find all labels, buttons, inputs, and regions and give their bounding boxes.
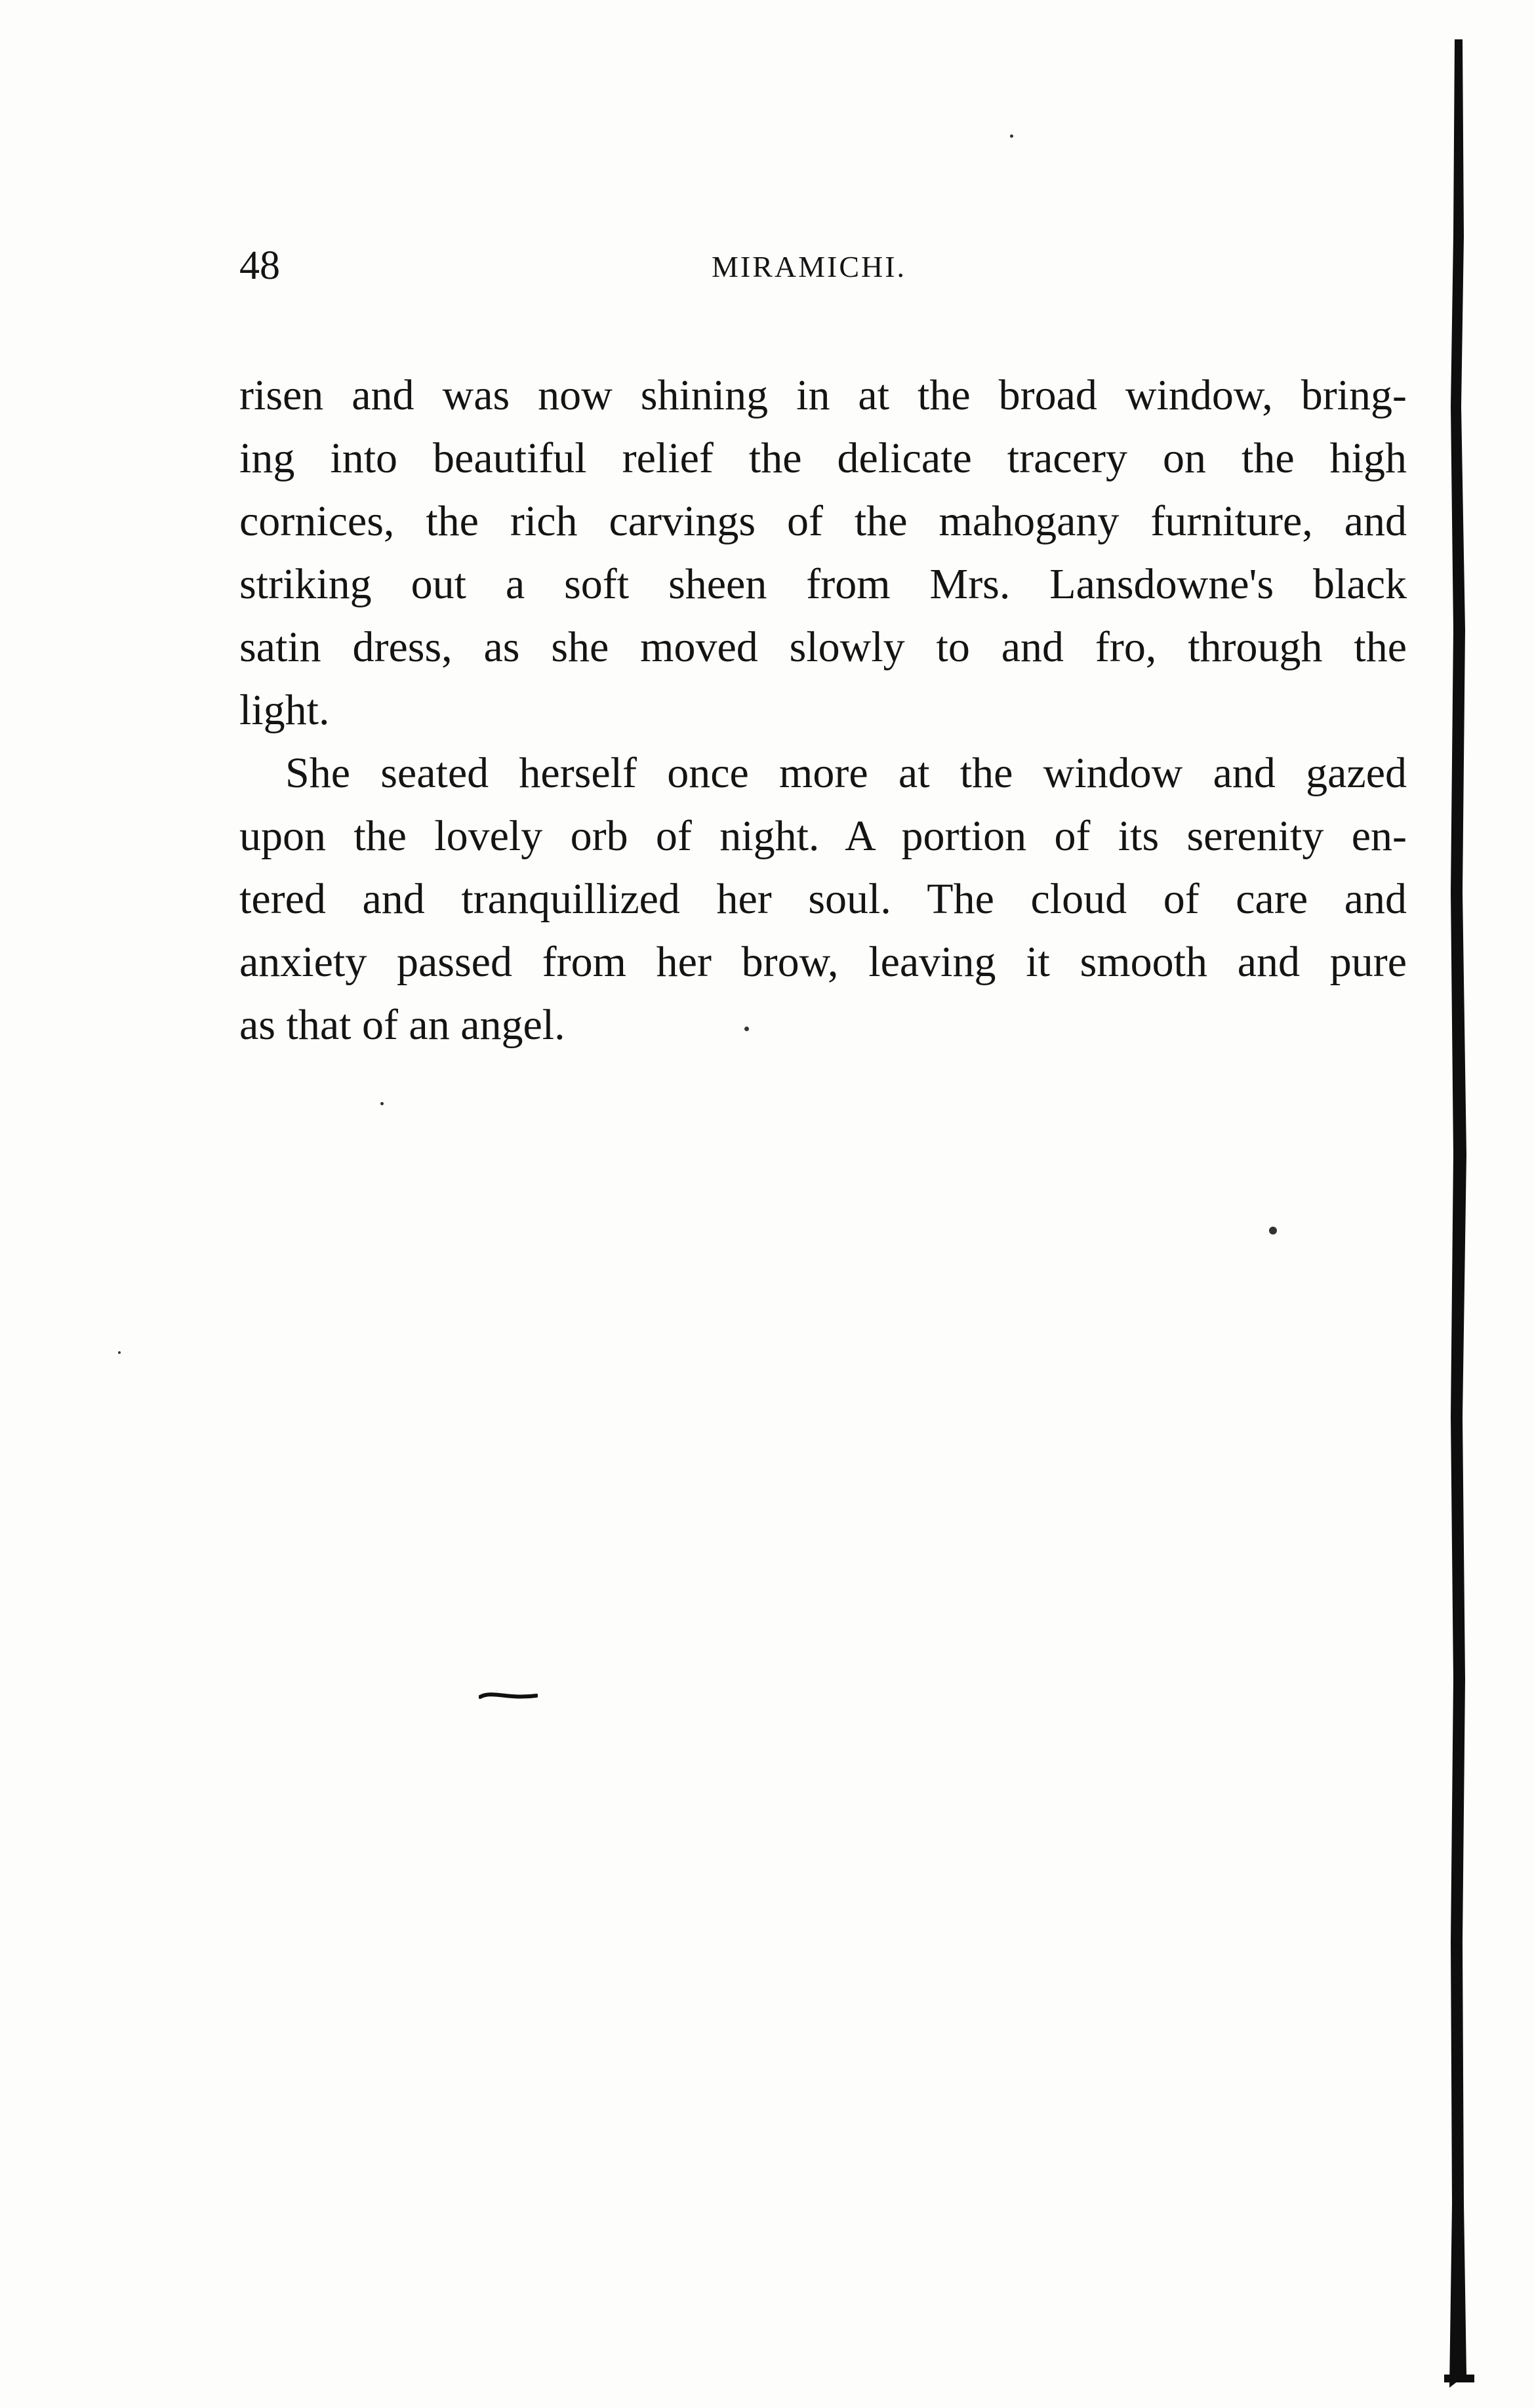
paragraph-2 — [239, 742, 1407, 1057]
text-line: risen and was now shining in at the broad window, bring- — [239, 371, 1407, 419]
text-line: light. — [239, 686, 330, 734]
scan-speck — [744, 1027, 749, 1031]
scan-speck — [380, 1102, 384, 1105]
text-line: satin dress, as she moved slowly to and fro, through the — [239, 623, 1407, 671]
running-title: MIRAMICHI. — [712, 250, 907, 283]
text-line: ing into beautiful relief the delicate tracery on the high — [239, 434, 1407, 482]
page-number: 48 — [239, 243, 280, 288]
text-line: anxiety passed from her brow, leaving it smooth and pure — [239, 938, 1407, 986]
text-line: She seated herself once more at the window and gazed — [285, 749, 1407, 797]
text-line: cornices, the rich carvings of the mahogany furniture, and — [239, 497, 1407, 545]
text-line: striking out a soft sheen from Mrs. Lansdowne's black — [239, 560, 1407, 608]
ink-mark — [479, 1689, 538, 1702]
body-text — [239, 364, 1407, 1057]
scan-speck — [1010, 134, 1013, 138]
scan-speck — [1269, 1227, 1277, 1235]
text-line: as that of an angel. — [239, 1001, 565, 1049]
scan-speck — [118, 1351, 121, 1354]
paragraph-1 — [239, 364, 1407, 742]
text-line: tered and tranquillized her soul. The cloud of care and — [239, 875, 1407, 923]
binding-edge — [1443, 39, 1476, 2388]
text-line: upon the lovely orb of night. A portion of its serenity en- — [239, 812, 1407, 860]
